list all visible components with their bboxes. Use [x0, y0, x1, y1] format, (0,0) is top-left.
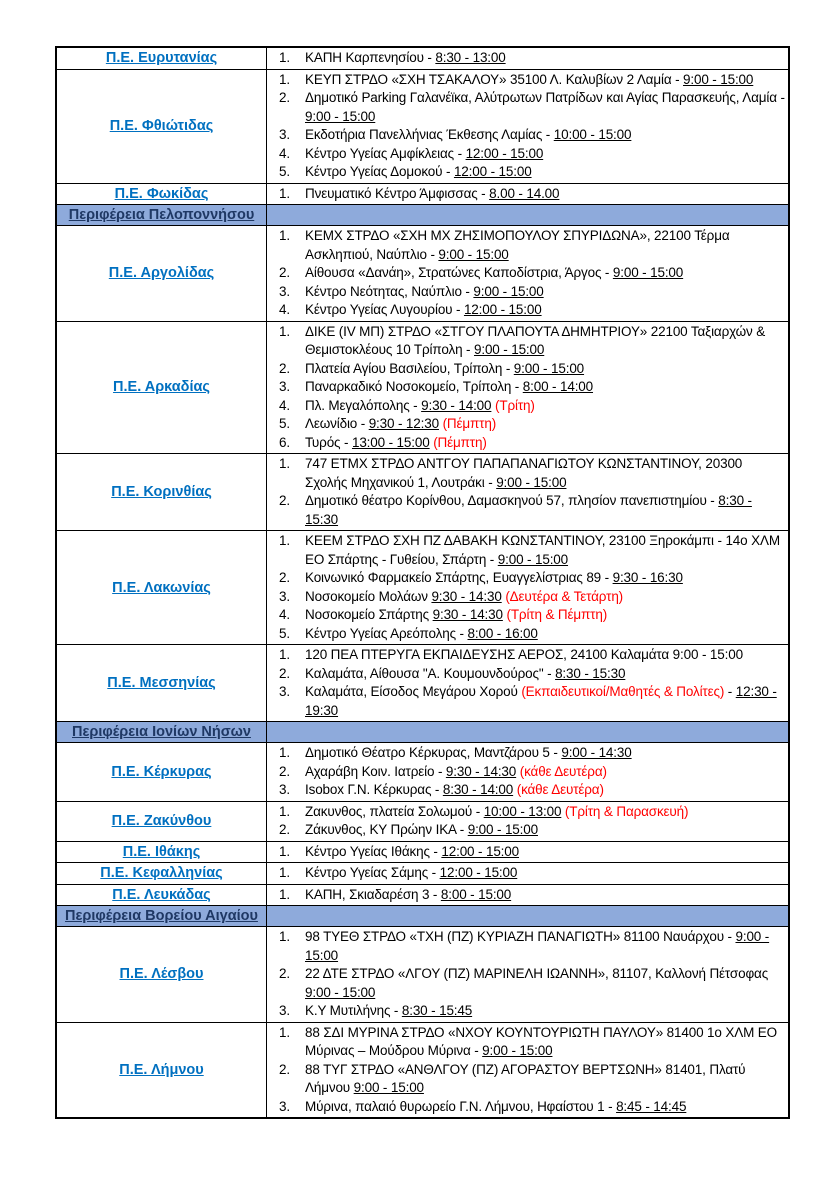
location-text [305, 1024, 786, 1061]
location-item [267, 843, 786, 862]
section-row [57, 721, 788, 742]
locations-cell [267, 927, 788, 1022]
location-text [305, 434, 786, 453]
region-name: Π.Ε. Αρκαδίας [113, 379, 210, 396]
item-number: 2. [279, 493, 290, 508]
locations-cell [267, 48, 788, 69]
location-name: Πλατεία Αγίου Βασιλείου, Τρίπολη - [305, 360, 514, 376]
region-row [57, 862, 788, 884]
location-name: - [724, 684, 736, 699]
location-name: Κέντρο Υγείας Αρεόπολης - [305, 625, 468, 641]
locations-cell [267, 226, 788, 321]
time-range: 9:00 - 15:00 [438, 246, 509, 262]
region-label-cell [57, 70, 267, 183]
location-item [267, 185, 786, 204]
time-range: 8.00 - 14.00 [489, 185, 560, 201]
region-label-cell [57, 802, 267, 841]
location-item [267, 126, 786, 145]
time-range: 8:30 - 15:45 [401, 1003, 473, 1018]
location-text [305, 185, 786, 204]
locations-cell [267, 863, 788, 884]
region-row [57, 530, 788, 644]
location-text [305, 378, 786, 397]
location-text [305, 283, 786, 302]
location-name: Κέντρο Υγείας Λυγουρίου - [305, 302, 464, 317]
location-text [305, 89, 786, 126]
location-item [267, 532, 786, 569]
item-number: 2. [279, 570, 290, 585]
time-range: 8:30 - 14:00 [442, 782, 514, 797]
item-number: 3. [279, 684, 290, 699]
location-text [305, 843, 786, 862]
item-number: 2. [279, 763, 290, 779]
time-range: 9:00 - 15:00 [467, 822, 538, 837]
item-number: 4. [279, 145, 290, 161]
time-range: 9:30 - 14:30 [431, 588, 502, 604]
time-range: 9:30 - 14:30 [445, 763, 517, 779]
location-item [267, 1061, 786, 1098]
time-range: 9:00 - 15:00 [513, 360, 585, 376]
day-note: (κάθε Δευτέρα) [519, 763, 607, 779]
region-name: Π.Ε. Ιθάκης [122, 843, 201, 860]
location-name: Κέντρο Υγείας Αμφίκλειας - [305, 145, 466, 161]
location-name: Κ.Υ Μυτιλήνης - [305, 1003, 402, 1018]
location-text [305, 965, 786, 1002]
item-number: 2. [279, 966, 290, 981]
location-text [305, 264, 786, 283]
item-number: 1. [279, 647, 290, 662]
day-note: (Τρίτη) [495, 397, 535, 413]
item-number: 1. [279, 745, 290, 760]
item-number: 1. [279, 843, 290, 859]
region-name: Π.Ε. Λευκάδας [112, 886, 211, 903]
region-name: Π.Ε. Ζακύνθου [111, 813, 212, 829]
location-text [305, 821, 786, 840]
location-text [305, 803, 786, 822]
time-range: 8:45 - 14:45 [616, 1098, 687, 1114]
locations-cell [267, 722, 788, 742]
location-item [267, 283, 786, 302]
region-label-cell [57, 184, 267, 205]
location-item [267, 415, 786, 434]
location-name: Νοσοκομείο Σπάρτης [305, 607, 433, 622]
location-name: ΚΕΕΜ ΣΤΡΔΟ ΣΧΗ ΠΖ ΔΑΒΑΚΗ ΚΩΝΣΤΑΝΤΙΝΟΥ, 23100 Ξηροκάμπι - 14ο ΧΛΜ ΕΟ Σπάρτης - Γυθείου, Σπάρτη - [305, 533, 780, 567]
day-note: (Δευτέρα & Τετάρτη) [505, 588, 624, 604]
region-row [57, 742, 788, 801]
location-name: Εκδοτήρια Πανελλήνιας Έκθεσης Λαμίας - [305, 127, 554, 142]
region-name: Π.Ε. Κέρκυρας [111, 763, 212, 780]
location-text [305, 323, 786, 360]
item-number: 1. [279, 886, 290, 902]
location-name: Δημοτικό Θέατρο Κέρκυρας, Μαντζάρου 5 - [305, 745, 562, 760]
locations-cell [267, 885, 788, 906]
region-name: Π.Ε. Ευρυτανίας [105, 50, 218, 67]
location-name: ΚΑΠΗ, Σκιαδαρέση 3 - [305, 886, 441, 902]
time-range: 9:30 - 14:00 [421, 397, 492, 413]
region-name: Π.Ε. Κεφαλληνίας [100, 865, 223, 882]
locations-cell [267, 531, 788, 644]
schedule-table [55, 46, 790, 1119]
location-name: ΚΑΠΗ Καρπενησίου - [305, 50, 436, 65]
locations-cell [267, 802, 788, 841]
region-name: Π.Ε. Αργολίδας [108, 265, 215, 282]
location-text [305, 415, 786, 434]
region-label-cell [57, 743, 267, 801]
section-title: Περιφέρεια Βορείου Αιγαίου [65, 908, 258, 924]
section-header-cell [57, 205, 267, 225]
region-row [57, 453, 788, 530]
location-item [267, 49, 786, 68]
locations-cell [267, 645, 788, 721]
time-range: 10:00 - 13:00 [483, 803, 562, 819]
location-item [267, 1002, 786, 1021]
location-text [305, 744, 786, 763]
location-text [305, 455, 786, 492]
location-item [267, 434, 786, 453]
item-number: 5. [279, 164, 290, 179]
region-label-cell [57, 226, 267, 321]
location-item [267, 646, 786, 665]
location-name: Κέντρο Υγείας Δομοκού - [305, 164, 454, 179]
location-name: 747 ΕΤΜΧ ΣΤΡΔΟ ΑΝΤΓΟΥ ΠΑΠΑΠΑΝΑΓΙΩΤΟΥ ΚΩΝΣΤΑΝΤΙΝΟΥ, 20300 Σχολής Μηχανικού 1, Λουτράκι - [305, 456, 743, 490]
time-range: 12:00 - 15:00 [441, 843, 519, 859]
location-item [267, 1024, 786, 1061]
location-name: Λεωνίδιο - [305, 416, 369, 431]
region-name: Π.Ε. Κορινθίας [111, 484, 212, 500]
location-name: ΚΕΥΠ ΣΤΡΔΟ «ΣΧΗ ΤΣΑΚΑΛΟΥ» 35100 Λ. Καλυβίων 2 Λαμία - [305, 71, 684, 87]
item-number: 1. [279, 865, 290, 880]
item-number: 3. [279, 379, 290, 394]
location-name: Κέντρο Υγείας Σάμης - [305, 865, 440, 880]
time-range: 10:00 - 15:00 [553, 127, 632, 142]
day-note: (Πέμπτη) [442, 416, 497, 431]
location-item [267, 683, 786, 720]
location-text [305, 588, 786, 607]
time-range: 9:00 - 15:00 [473, 283, 544, 299]
time-range: 9:00 - 15:00 [612, 265, 684, 280]
region-label-cell [57, 1023, 267, 1118]
location-name: Ζακυνθος, πλατεία Σολωμού - [305, 803, 484, 819]
time-range: 9:00 - 15:00 [497, 551, 569, 567]
location-name: Κέντρο Νεότητας, Ναύπλιο - [305, 283, 474, 299]
location-name: ΚΕΜΧ ΣΤΡΔΟ «ΣΧΗ ΜΧ ΖΗΣΙΜΟΠΟΥΛΟΥ ΣΠΥΡΙΔΩΝΑ», 22100 Τέρμα Ασκληπιού, Ναύπλιο - [305, 228, 730, 262]
region-row [57, 183, 788, 205]
locations-cell [267, 842, 788, 863]
region-label-cell [57, 322, 267, 454]
time-range: 9:30 - 14:30 [432, 607, 503, 622]
location-name: Μύρινα, παλαιό θυρωρείο Γ.Ν. Λήμνου, Ηφαίστου 1 - [305, 1098, 617, 1114]
location-name: Δημοτικό θέατρο Κορίνθου, Δαμασκηνού 57, πλησίον πανεπιστημίου - [305, 493, 719, 508]
location-name: Πνευματικό Κέντρο Άμφισσας - [305, 185, 490, 201]
location-item [267, 323, 786, 360]
location-item [267, 492, 786, 529]
region-row [57, 801, 788, 841]
location-text [305, 1061, 786, 1098]
location-name: Πλ. Μεγαλόπολης - [305, 397, 422, 413]
time-range: 8:00 - 15:00 [440, 886, 512, 902]
locations-cell [267, 322, 788, 454]
location-text [305, 763, 786, 782]
item-number: 1. [279, 228, 290, 243]
day-note: (Τρίτη & Πέμπτη) [506, 607, 608, 622]
region-row [57, 225, 788, 321]
time-range: 9:00 - 15:00 [482, 1043, 553, 1058]
location-item [267, 71, 786, 90]
location-name: Κέντρο Υγείας Ιθάκης - [305, 843, 442, 859]
location-text [305, 163, 786, 182]
day-note: (Τρίτη & Παρασκευή) [564, 803, 689, 819]
location-text [305, 71, 786, 90]
region-row [57, 69, 788, 183]
location-item [267, 455, 786, 492]
location-name: Isobox Γ.Ν. Κέρκυρας - [305, 782, 443, 797]
region-label-cell [57, 885, 267, 906]
item-number: 3. [279, 127, 290, 142]
location-name: Ζάκυνθος, ΚΥ Πρώην ΙΚΑ - [305, 822, 468, 837]
item-number: 3. [279, 1003, 290, 1018]
time-range: 12:00 - 15:00 [439, 865, 518, 880]
location-item [267, 928, 786, 965]
location-text [305, 606, 786, 625]
location-item [267, 588, 786, 607]
region-row [57, 926, 788, 1022]
region-name: Π.Ε. Λήμνου [119, 1061, 204, 1078]
location-item [267, 625, 786, 644]
location-item [267, 665, 786, 684]
time-range: 12:00 - 15:00 [463, 302, 542, 317]
time-range: 13:00 - 15:00 [351, 434, 430, 450]
item-number: 4. [279, 607, 290, 622]
time-range: 9:30 - 12:30 [368, 416, 439, 431]
region-name: Π.Ε. Λακωνίας [112, 579, 211, 596]
time-range: 8:00 - 16:00 [467, 625, 538, 641]
region-name: Π.Ε. Φωκίδας [114, 185, 209, 202]
time-range: 9:00 - 15:00 [305, 929, 770, 963]
item-number: 2. [279, 265, 290, 280]
locations-cell [267, 1023, 788, 1118]
item-number: 4. [279, 302, 290, 317]
time-range: 8:30 - 13:00 [435, 50, 506, 65]
location-text [305, 864, 786, 883]
location-text [305, 625, 786, 644]
item-number: 2. [279, 90, 290, 105]
locations-cell [267, 743, 788, 801]
item-number: 2. [279, 665, 290, 681]
location-text [305, 301, 786, 320]
location-text [305, 1098, 786, 1117]
day-note: (Πέμπτη) [433, 434, 487, 450]
region-label-cell [57, 48, 267, 69]
location-name: 22 ΔΤΕ ΣΤΡΔΟ «ΛΓΟΥ (ΠΖ) ΜΑΡΙΝΕΛΗ ΙΩΑΝΝΗ», 81107, Καλλονή Πέτσοφας [305, 966, 769, 981]
location-item [267, 1098, 786, 1117]
locations-cell [267, 205, 788, 225]
region-row [57, 321, 788, 454]
time-range: 9:30 - 16:30 [612, 570, 683, 585]
item-number: 1. [279, 185, 290, 201]
region-label-cell [57, 645, 267, 721]
location-text [305, 665, 786, 684]
item-number: 1. [279, 323, 290, 339]
location-name: 120 ΠΕΑ ΠΤΕΡΥΓΑ ΕΚΠΑΙΔΕΥΣΗΣ ΑΕΡΟΣ, 24100 Καλαμάτα 9:00 - 15:00 [305, 647, 743, 662]
time-range: 8:30 - 15:30 [305, 493, 752, 527]
time-range: 9:00 - 15:00 [353, 1080, 424, 1095]
location-text [305, 227, 786, 264]
location-text [305, 569, 786, 588]
location-item [267, 821, 786, 840]
region-row [57, 644, 788, 721]
location-text [305, 646, 786, 665]
region-label-cell [57, 863, 267, 884]
time-range: 8:00 - 14:00 [522, 379, 594, 394]
location-name: ΔΙΚΕ (IV ΜΠ) ΣΤΡΔΟ «ΣΤΓΟΥ ΠΛΑΠΟΥΤΑ ΔΗΜΗΤΡΙΟΥ» 22100 Ταξιαρχών & Θεμιστοκλέους 10 Τρίπολη - [305, 323, 766, 357]
item-number: 2. [279, 822, 290, 837]
section-title: Περιφέρεια Πελοποννήσου [68, 207, 255, 223]
item-number: 6. [279, 434, 290, 450]
item-number: 1. [279, 803, 290, 819]
item-number: 2. [279, 360, 290, 376]
item-number: 4. [279, 397, 290, 413]
location-name: Δημοτικό Parking Γαλανέϊκα, Αλύτρωτων Πατρίδων και Αγίας Παρασκευής, Λαμία - [305, 90, 785, 105]
time-range: 9:00 - 15:00 [683, 71, 754, 87]
region-label-cell [57, 927, 267, 1022]
location-text [305, 145, 786, 164]
location-item [267, 569, 786, 588]
section-header-cell [57, 906, 267, 926]
location-name: 88 ΤΥΓ ΣΤΡΔΟ «ΑΝΘΛΓΟΥ (ΠΖ) ΑΓΟΡΑΣΤΟΥ ΒΕΡΤΣΩΝΗ» 81401, Πλατύ Λήμνου [305, 1061, 746, 1095]
time-range: 9:00 - 14:30 [561, 745, 632, 760]
location-item [267, 965, 786, 1002]
location-text [305, 492, 786, 529]
time-range: 8:30 - 15:30 [555, 665, 626, 681]
region-name: Π.Ε. Λέσβου [119, 966, 204, 983]
location-text [305, 928, 786, 965]
item-number: 1. [279, 71, 290, 87]
region-label-cell [57, 842, 267, 863]
location-item [267, 264, 786, 283]
location-item [267, 360, 786, 379]
time-range: 12:00 - 15:00 [453, 164, 532, 179]
region-row [57, 841, 788, 863]
time-range: 9:00 - 15:00 [473, 342, 545, 357]
item-number: 1. [279, 929, 290, 944]
location-name: 98 ΤΥΕΘ ΣΤΡΔΟ «ΤΧΗ (ΠΖ) ΚΥΡΙΑΖΗ ΠΑΝΑΓΙΩΤΗ» 81100 Ναυάρχου - [305, 929, 736, 944]
section-row [57, 905, 788, 926]
location-item [267, 378, 786, 397]
item-number: 1. [279, 456, 290, 471]
locations-cell [267, 184, 788, 205]
time-range: 9:00 - 15:00 [305, 984, 376, 1000]
location-text [305, 397, 786, 416]
locations-cell [267, 454, 788, 530]
item-number: 1. [279, 50, 290, 65]
location-text [305, 886, 786, 905]
day-note: (Εκπαιδευτικοί/Μαθητές & Πολίτες) [521, 684, 725, 699]
time-range: 9:00 - 15:00 [305, 108, 376, 124]
location-item [267, 781, 786, 800]
location-item [267, 301, 786, 320]
region-name: Π.Ε. Μεσσηνίας [107, 675, 216, 691]
location-text [305, 683, 786, 720]
location-item [267, 163, 786, 182]
region-row [57, 1022, 788, 1118]
location-item [267, 803, 786, 822]
location-name: Παναρκαδικό Νοσοκομείο, Τρίπολη - [305, 379, 523, 394]
location-name: Αίθουσα «Δανάη», Στρατώνες Καποδίστρια, Άργος - [305, 265, 613, 280]
location-text [305, 49, 786, 68]
region-label-cell [57, 531, 267, 644]
region-row [57, 884, 788, 906]
locations-cell [267, 906, 788, 926]
item-number: 3. [279, 1098, 290, 1114]
location-name: Τυρός - [305, 434, 352, 450]
location-item [267, 864, 786, 883]
region-label-cell [57, 454, 267, 530]
item-number: 3. [279, 588, 290, 604]
region-name: Π.Ε. Φθιώτιδας [109, 118, 214, 134]
section-row [57, 204, 788, 225]
location-item [267, 763, 786, 782]
item-number: 1. [279, 1024, 290, 1040]
location-item [267, 227, 786, 264]
region-row [57, 48, 788, 69]
location-name: Καλαμάτα, Είσοδος Μεγάρου Χορού [305, 684, 522, 699]
item-number: 1. [279, 533, 290, 548]
location-item [267, 397, 786, 416]
item-number: 3. [279, 782, 290, 797]
locations-cell [267, 70, 788, 183]
location-text [305, 1002, 786, 1021]
item-number: 2. [279, 1061, 290, 1077]
location-item [267, 606, 786, 625]
location-name: Αχαράβη Κοιν. Ιατρείο - [305, 763, 446, 779]
time-range: 9:00 - 15:00 [496, 474, 567, 490]
location-name: Νοσοκομείο Μολάων [305, 588, 432, 604]
item-number: 5. [279, 625, 290, 641]
location-item [267, 744, 786, 763]
location-text [305, 126, 786, 145]
item-number: 3. [279, 283, 290, 299]
location-text [305, 360, 786, 379]
day-note: (κάθε Δευτέρα) [516, 782, 604, 797]
location-item [267, 145, 786, 164]
location-name: Καλαμάτα, Αίθουσα "Α. Κουμουνδούρος" - [305, 665, 556, 681]
location-item [267, 89, 786, 126]
item-number: 5. [279, 416, 290, 431]
location-text [305, 781, 786, 800]
location-item [267, 886, 786, 905]
time-range: 12:00 - 15:00 [465, 145, 544, 161]
section-title: Περιφέρεια Ιονίων Νήσων [72, 724, 251, 740]
location-text [305, 532, 786, 569]
time-range: 12:30 - 19:30 [305, 684, 777, 718]
section-header-cell [57, 722, 267, 742]
location-name: Κοινωνικό Φαρμακείο Σπάρτης, Ευαγγελίστριας 89 - [305, 570, 613, 585]
location-name: 88 ΣΔΙ ΜΥΡΙΝΑ ΣΤΡΔΟ «ΝΧΟΥ ΚΟΥΝΤΟΥΡΙΩΤΗ ΠΑΥΛΟΥ» 81400 1ο ΧΛΜ ΕΟ Μύρινας – Μούδρου Μύρινα - [305, 1024, 777, 1058]
